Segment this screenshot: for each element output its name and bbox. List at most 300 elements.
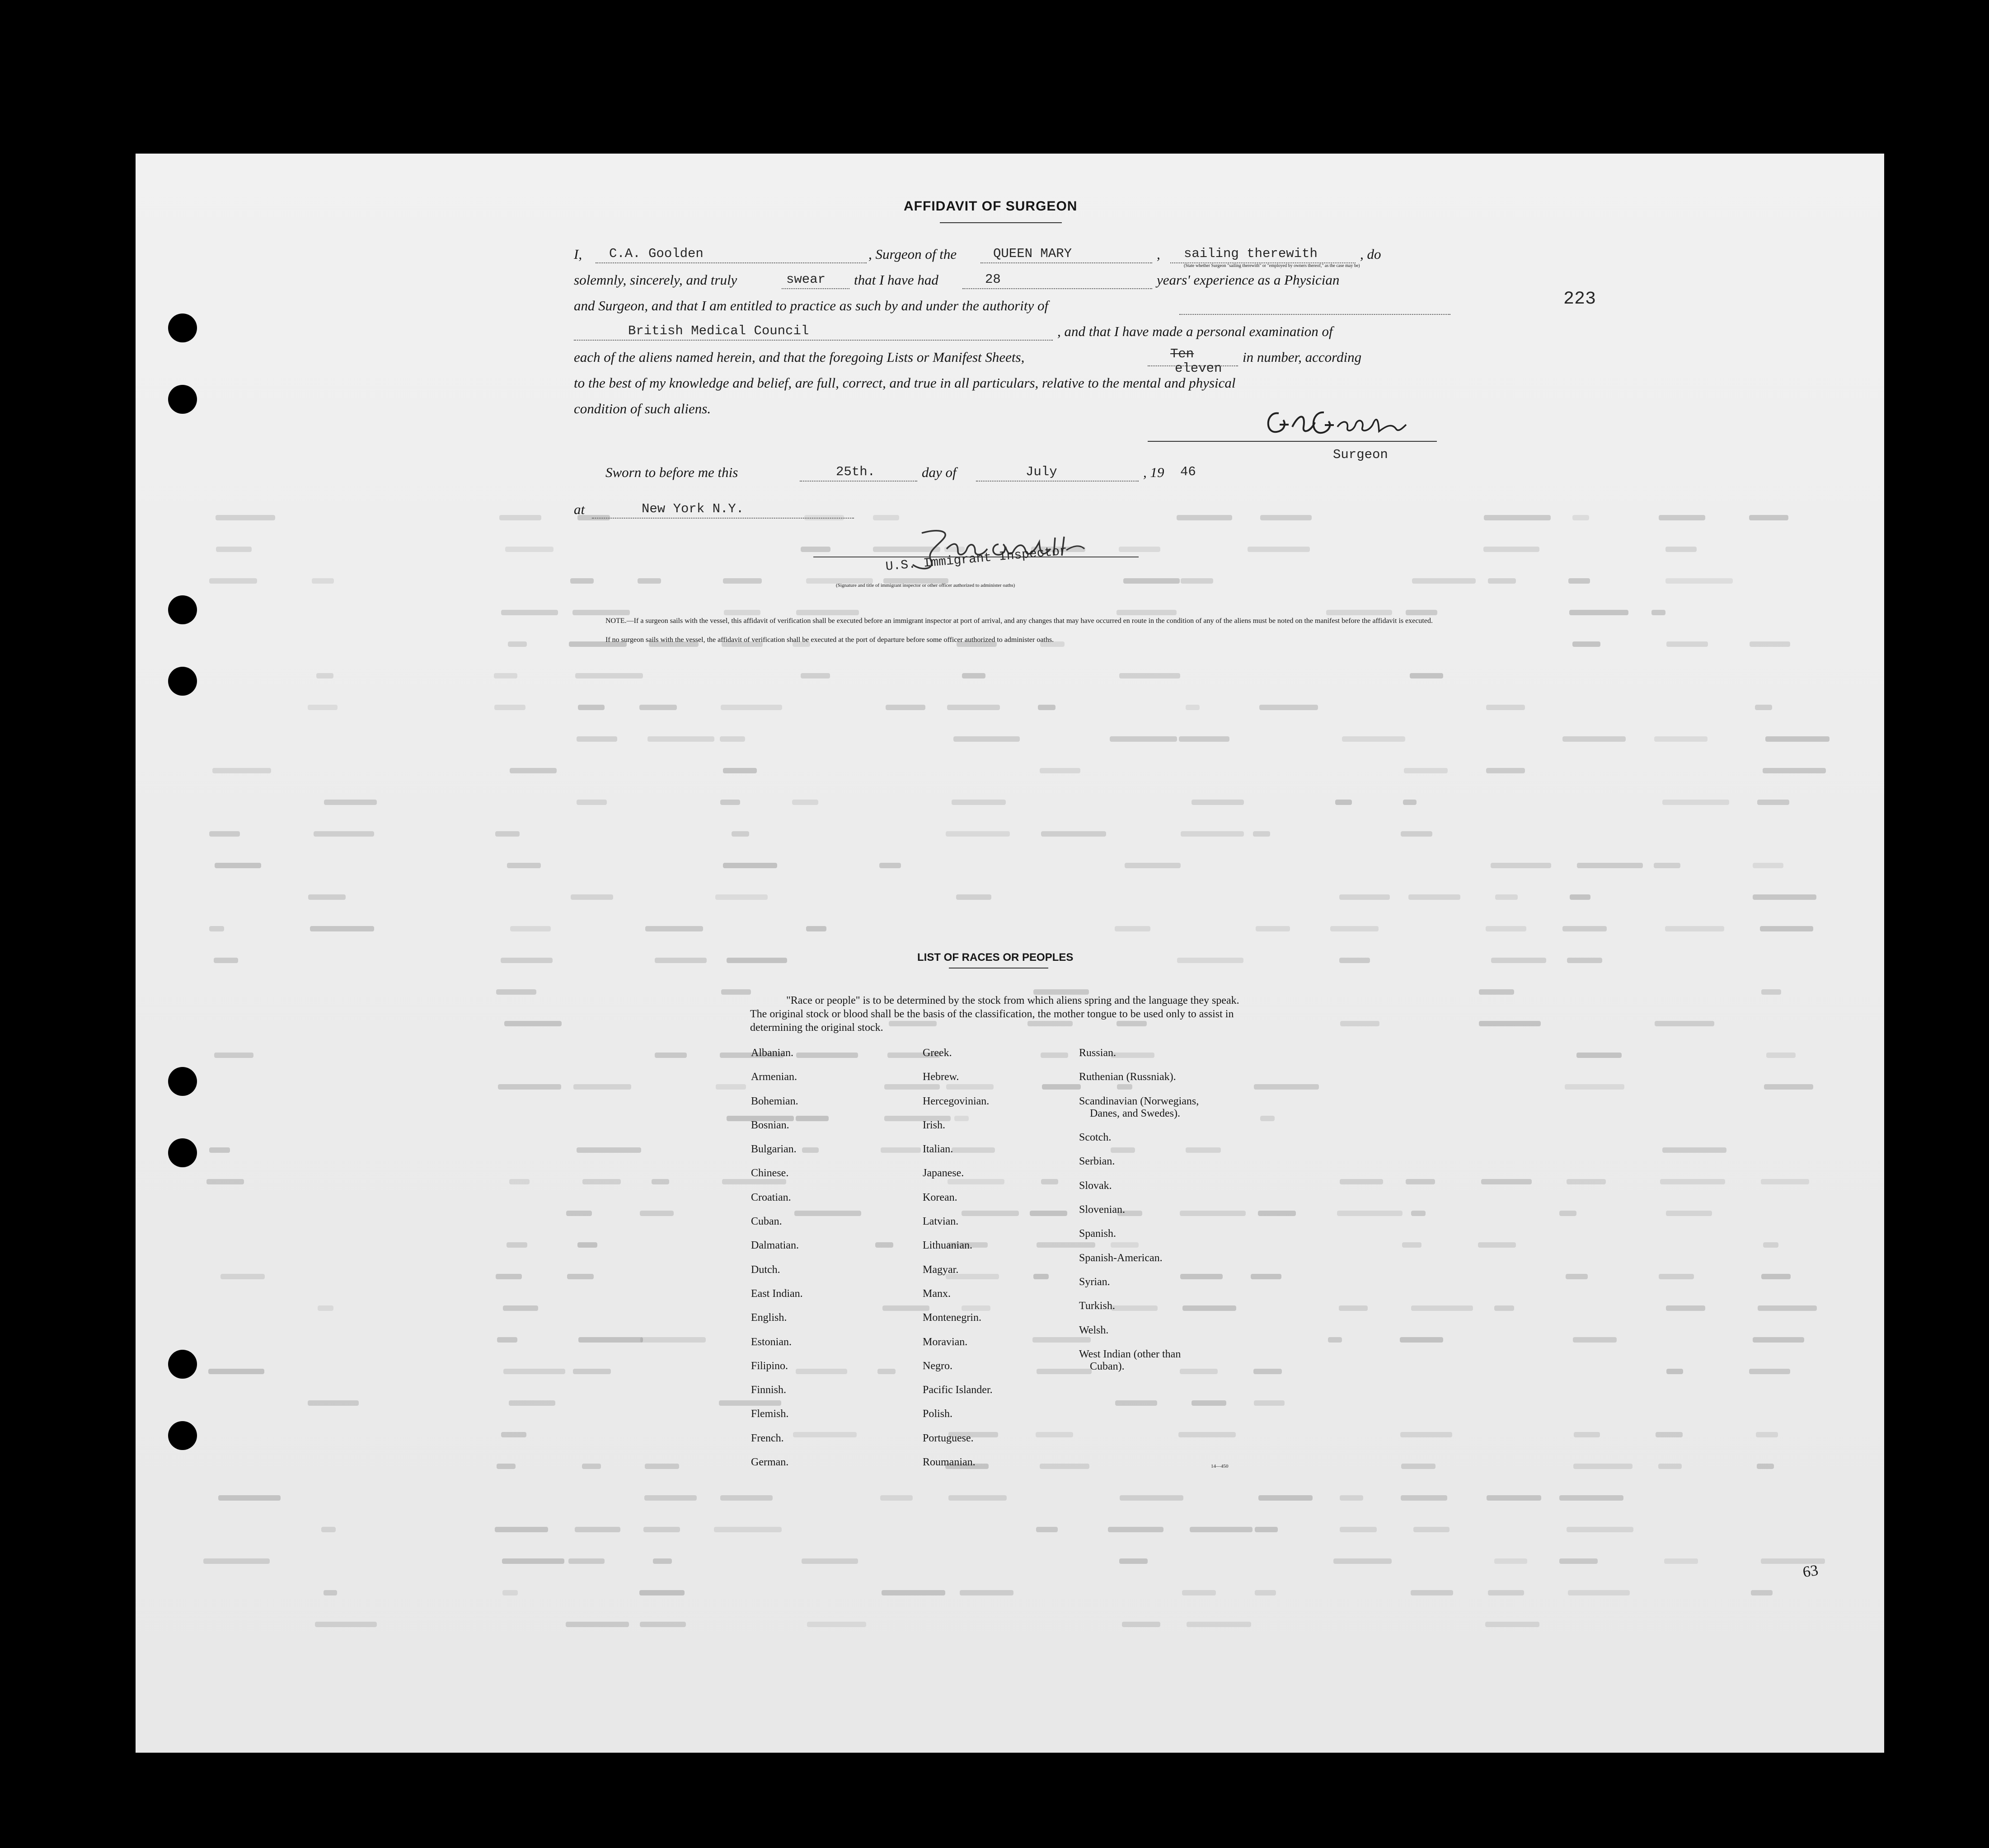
- ghost-mark: [566, 1211, 591, 1216]
- ghost-mark: [886, 705, 925, 710]
- ghost-mark: [1125, 863, 1181, 868]
- ghost-mark: [1664, 1558, 1698, 1564]
- race-item: Montenegrin.: [923, 1312, 981, 1324]
- ghost-mark: [1494, 1305, 1514, 1311]
- sworn-month-field: [976, 464, 1139, 482]
- ghost-mark: [1413, 1527, 1450, 1532]
- race-item: French.: [751, 1432, 784, 1444]
- ghost-mark: [1763, 768, 1826, 773]
- ghost-mark: [723, 863, 777, 868]
- ghost-mark: [1190, 1527, 1253, 1532]
- ghost-mark: [1255, 1527, 1278, 1532]
- text-nineteen: , 19: [1143, 464, 1164, 480]
- ghost-mark: [1568, 578, 1590, 584]
- ghost-mark: [721, 705, 782, 710]
- ghost-mark: [1260, 1116, 1275, 1121]
- ghost-mark: [1339, 894, 1390, 900]
- race-item: Korean.: [923, 1191, 957, 1203]
- race-item: Cuban.: [751, 1216, 782, 1228]
- ghost-mark: [1036, 1527, 1058, 1532]
- ghost-mark: [318, 1305, 333, 1311]
- ghost-mark: [645, 926, 703, 931]
- ghost-mark: [1041, 831, 1106, 837]
- years-experience: 28: [985, 272, 1001, 287]
- race-item: Syrian.: [1079, 1276, 1110, 1288]
- ghost-mark: [1479, 1021, 1541, 1026]
- ghost-mark: [1119, 1558, 1148, 1564]
- ghost-mark: [721, 989, 751, 995]
- ghost-mark: [206, 1179, 244, 1184]
- ghost-mark: [1119, 673, 1180, 678]
- ghost-mark: [1766, 1053, 1796, 1058]
- ghost-mark: [1658, 1464, 1682, 1469]
- ghost-mark: [1651, 610, 1666, 615]
- ghost-mark: [1750, 641, 1790, 647]
- title-underline: [940, 222, 1062, 223]
- ghost-mark: [310, 926, 374, 931]
- ghost-mark: [1567, 958, 1602, 963]
- ghost-mark: [573, 1369, 611, 1374]
- ghost-mark: [214, 958, 239, 963]
- ghost-mark: [1662, 800, 1729, 805]
- ghost-mark: [209, 578, 257, 584]
- affidavit-note: NOTE.—If a surgeon sails with the vessel, this affidavit of verification shall be executed before an immigrant inspector at port of arrival, and any changes that may have occurred en route in the condition of any of the aliens must be noted on the manifest before the affidavit is executed.: [605, 617, 1433, 625]
- ghost-mark: [1110, 736, 1177, 742]
- ghost-mark: [1761, 1179, 1809, 1184]
- ghost-mark: [501, 1432, 526, 1437]
- race-item: Italian.: [923, 1143, 953, 1156]
- ghost-mark: [1406, 1179, 1435, 1184]
- ghost-mark: [212, 768, 271, 773]
- affidavit-title: AFFIDAVIT OF SURGEON: [904, 199, 1078, 214]
- ghost-row: [203, 1590, 1866, 1598]
- ghost-mark: [215, 863, 261, 868]
- ghost-mark: [216, 515, 275, 520]
- years-field: [962, 272, 1152, 289]
- ghost-mark: [1559, 1211, 1577, 1216]
- ghost-mark: [1659, 1274, 1694, 1279]
- ghost-mark: [1749, 1369, 1790, 1374]
- affidavit-line-1: [574, 246, 1577, 271]
- race-item: Polish.: [923, 1408, 953, 1420]
- ghost-mark: [1666, 641, 1708, 647]
- ghost-mark: [1339, 1305, 1368, 1311]
- ghost-mark: [220, 1274, 265, 1279]
- ghost-mark: [1566, 1274, 1588, 1279]
- race-item: Moravian.: [923, 1336, 968, 1348]
- ghost-mark: [1248, 547, 1309, 552]
- ghost-mark: [715, 894, 767, 900]
- ghost-mark: [1326, 610, 1392, 615]
- text-surgeon-of: , Surgeon of the: [868, 246, 957, 262]
- ghost-row: [203, 673, 1866, 681]
- ghost-mark: [1764, 1084, 1813, 1090]
- races-column-1: [751, 1047, 923, 1480]
- ghost-mark: [312, 578, 334, 584]
- race-item: Bosnian.: [751, 1119, 789, 1131]
- text-comma: ,: [1157, 246, 1160, 262]
- surgeon-signature: [1261, 400, 1410, 443]
- ghost-mark: [1412, 578, 1476, 584]
- oath-word: swear: [786, 272, 826, 287]
- text-authority: and Surgeon, and that I am entitled to practice as such by and under the authority of: [574, 298, 1049, 313]
- ghost-mark: [496, 1274, 522, 1279]
- ghost-row: [203, 831, 1866, 839]
- ghost-mark: [1408, 894, 1460, 900]
- ghost-mark: [1120, 1495, 1183, 1501]
- affidavit-line-4: [574, 323, 1577, 349]
- ghost-mark: [1400, 1432, 1452, 1437]
- race-item: Bulgarian.: [751, 1143, 797, 1156]
- race-item: East Indian.: [751, 1287, 803, 1300]
- ghost-mark: [1757, 800, 1789, 805]
- ghost-mark: [1181, 831, 1244, 837]
- ghost-row: [203, 863, 1866, 871]
- ghost-mark: [724, 610, 761, 615]
- races-intro: "Race or people" is to be determined by the stock from which aliens spring and the language they speak. The original stock or blood shall be the basis of the classification, the mother tongue to be used only to assist in determining the original stock.: [750, 995, 1239, 1034]
- ghost-mark: [655, 958, 706, 963]
- ghost-mark: [1403, 800, 1417, 805]
- race-item: Serbian.: [1079, 1156, 1115, 1168]
- affidavit-line-5: [574, 346, 1577, 376]
- ghost-mark: [316, 673, 333, 678]
- ghost-mark: [801, 547, 830, 552]
- ghost-mark: [1401, 1464, 1435, 1469]
- sworn-year: 46: [1180, 464, 1196, 479]
- ghost-mark: [575, 1527, 620, 1532]
- ghost-mark: [507, 863, 541, 868]
- ghost-mark: [1115, 926, 1150, 931]
- races-column-2: [923, 1047, 1094, 1480]
- punch-hole: [168, 1067, 197, 1096]
- ghost-mark: [1181, 578, 1213, 584]
- text-each-alien: each of the aliens named herein, and that the foregoing Lists or Manifest Sheets,: [574, 349, 1025, 365]
- ghost-mark: [1483, 547, 1540, 552]
- ghost-mark: [577, 736, 618, 742]
- race-item: Spanish-American.: [1079, 1252, 1163, 1264]
- ghost-mark: [1186, 705, 1200, 710]
- ghost-mark: [639, 705, 677, 710]
- ghost-mark: [720, 800, 740, 805]
- ghost-mark: [1763, 1242, 1779, 1248]
- race-item: Japanese.: [923, 1167, 964, 1179]
- race-item: Welsh.: [1079, 1324, 1109, 1336]
- ghost-mark: [1665, 547, 1697, 552]
- ghost-mark: [503, 1305, 538, 1311]
- ghost-mark: [1487, 1495, 1541, 1501]
- race-item: Roumanian.: [923, 1456, 976, 1469]
- ghost-mark: [645, 1464, 679, 1469]
- affidavit-line-7: [574, 401, 1577, 426]
- ghost-mark: [714, 1527, 781, 1532]
- race-item: Chinese.: [751, 1167, 789, 1179]
- ghost-mark: [308, 705, 337, 710]
- ghost-mark: [321, 1527, 336, 1532]
- ghost-mark: [1666, 1369, 1683, 1374]
- ghost-mark: [807, 1622, 866, 1627]
- ghost-mark: [1753, 863, 1783, 868]
- ghost-row: [203, 800, 1866, 808]
- ghost-mark: [1178, 1432, 1236, 1437]
- ghost-mark: [638, 578, 661, 584]
- punch-hole: [168, 313, 197, 342]
- race-item: Lithuanian.: [923, 1240, 972, 1252]
- ghost-row: [203, 1527, 1866, 1535]
- ghost-mark: [497, 1464, 516, 1469]
- surgeon-caption: Surgeon: [1333, 447, 1388, 462]
- sworn-line: [605, 464, 1609, 490]
- ghost-mark: [1404, 768, 1448, 773]
- ghost-mark: [1488, 578, 1516, 584]
- ghost-mark: [308, 1400, 359, 1406]
- ghost-row: [203, 768, 1866, 776]
- authority-name: British Medical Council: [628, 323, 809, 338]
- ghost-mark: [1559, 1558, 1598, 1564]
- ghost-mark: [568, 1558, 605, 1564]
- sworn-day: 25th.: [836, 464, 876, 479]
- ghost-mark: [1254, 1084, 1319, 1090]
- race-item: German.: [751, 1456, 789, 1469]
- ghost-mark: [655, 1053, 687, 1058]
- sheets-count-field: [1148, 346, 1238, 376]
- ghost-mark: [960, 1590, 1014, 1595]
- races-column-3: [1079, 1047, 1251, 1385]
- ghost-row: [203, 1495, 1866, 1503]
- ghost-mark: [962, 673, 985, 678]
- race-item: Armenian.: [751, 1071, 797, 1083]
- race-item: Dutch.: [751, 1263, 780, 1276]
- ghost-mark: [1340, 1527, 1377, 1532]
- ghost-mark: [1659, 515, 1705, 520]
- ghost-mark: [652, 1179, 669, 1184]
- race-item: Cuban).: [1090, 1361, 1125, 1373]
- ghost-mark: [209, 1147, 230, 1153]
- manifest-page: [136, 154, 1884, 1753]
- race-item: Turkish.: [1079, 1300, 1115, 1312]
- ghost-mark: [802, 1558, 858, 1564]
- ghost-mark: [504, 1021, 562, 1026]
- ghost-mark: [643, 1527, 680, 1532]
- ghost-mark: [1761, 989, 1781, 995]
- ghost-mark: [1040, 768, 1080, 773]
- text-solemnly: solemnly, sincerely, and truly: [574, 272, 737, 288]
- race-item: Irish.: [923, 1119, 945, 1131]
- text-do: , do: [1360, 246, 1381, 262]
- ghost-row: [203, 1558, 1866, 1567]
- ghost-mark: [1253, 1369, 1281, 1374]
- race-item: Pacific Islander.: [923, 1384, 993, 1396]
- ghost-mark: [796, 610, 859, 615]
- ghost-mark: [1401, 1495, 1447, 1501]
- ghost-mark: [732, 831, 749, 837]
- ghost-mark: [509, 1179, 530, 1184]
- ghost-mark: [577, 1147, 641, 1153]
- ghost-mark: [577, 800, 607, 805]
- affidavit-line-2: [574, 272, 1577, 297]
- ghost-mark: [570, 578, 594, 584]
- ghost-mark: [1330, 926, 1379, 931]
- ghost-mark: [216, 547, 251, 552]
- ghost-mark: [1573, 1337, 1616, 1343]
- text-day-of: day of: [922, 464, 957, 480]
- ghost-mark: [1411, 1590, 1453, 1595]
- ghost-mark: [1481, 1179, 1532, 1184]
- sworn-month: July: [1026, 464, 1057, 479]
- race-item: Finnish.: [751, 1384, 787, 1396]
- ghost-mark: [1254, 1400, 1285, 1406]
- ghost-mark: [1411, 1305, 1473, 1311]
- punch-hole: [168, 667, 197, 696]
- ghost-mark: [1485, 1622, 1539, 1627]
- ghost-mark: [1478, 1242, 1516, 1248]
- ghost-mark: [1749, 515, 1788, 520]
- race-item: Flemish.: [751, 1408, 789, 1420]
- ghost-mark: [203, 1558, 270, 1564]
- ghost-mark: [1339, 958, 1370, 963]
- ghost-mark: [1182, 1590, 1216, 1595]
- race-item: Magyar.: [923, 1263, 959, 1276]
- ghost-mark: [314, 831, 375, 837]
- race-item: Latvian.: [923, 1216, 959, 1228]
- text-condition: condition of such aliens.: [574, 401, 711, 416]
- ghost-mark: [1340, 1495, 1363, 1501]
- ghost-mark: [1753, 1337, 1804, 1343]
- race-item: Negro.: [923, 1360, 952, 1372]
- ghost-mark: [1192, 800, 1244, 805]
- ghost-mark: [1562, 736, 1626, 742]
- ghost-mark: [208, 1369, 264, 1374]
- ghost-mark: [578, 705, 605, 710]
- ghost-mark: [308, 894, 346, 900]
- ghost-mark: [209, 831, 240, 837]
- ghost-mark: [948, 1495, 1007, 1501]
- ghost-mark: [1340, 1179, 1383, 1184]
- ghost-mark: [1122, 1622, 1160, 1627]
- text-in-number: in number, according: [1243, 349, 1362, 365]
- ghost-mark: [315, 1622, 377, 1627]
- authority-field: [574, 323, 1053, 341]
- ghost-mark: [1253, 831, 1270, 837]
- ghost-mark: [1570, 894, 1590, 900]
- punch-hole: [168, 385, 197, 414]
- ghost-row: [203, 926, 1866, 934]
- ghost-mark: [1192, 1400, 1226, 1406]
- ghost-mark: [503, 1369, 565, 1374]
- ghost-mark: [1411, 1211, 1425, 1216]
- ghost-mark: [946, 831, 1010, 837]
- ship-name: QUEEN MARY: [993, 246, 1072, 261]
- ghost-mark: [1562, 926, 1607, 931]
- ghost-mark: [494, 673, 517, 678]
- ghost-mark: [1576, 1053, 1622, 1058]
- race-item: West Indian (other than: [1079, 1348, 1181, 1360]
- ghost-mark: [1574, 1432, 1600, 1437]
- ghost-mark: [1116, 610, 1176, 615]
- punch-hole: [168, 1421, 197, 1450]
- affidavit-line-6: [574, 375, 1577, 400]
- ghost-mark: [214, 1053, 254, 1058]
- race-item: Bohemian.: [751, 1095, 798, 1107]
- race-item: Russian.: [1079, 1047, 1116, 1059]
- ghost-mark: [1494, 1558, 1527, 1564]
- ghost-mark: [501, 610, 558, 615]
- ghost-mark: [1757, 1464, 1774, 1469]
- oath-field: [782, 272, 849, 289]
- ghost-mark: [1656, 1432, 1682, 1437]
- ghost-mark: [1567, 1527, 1633, 1532]
- race-item: Hercegovinian.: [923, 1095, 990, 1107]
- sheets-count-struck: Ten: [1170, 346, 1194, 361]
- ghost-mark: [653, 1558, 672, 1564]
- races-title: LIST OF RACES OR PEOPLES: [917, 951, 1074, 964]
- ghost-mark: [1115, 1400, 1157, 1406]
- ghost-mark: [640, 1211, 674, 1216]
- punch-hole: [168, 1138, 197, 1167]
- sailing-status-field: [1170, 246, 1356, 263]
- ghost-mark: [1760, 926, 1813, 931]
- ghost-mark: [1758, 1305, 1817, 1311]
- ghost-row: [203, 1622, 1866, 1630]
- ghost-mark: [209, 926, 224, 931]
- ghost-mark: [502, 1558, 564, 1564]
- ghost-mark: [1495, 894, 1518, 900]
- ghost-mark: [1342, 736, 1405, 742]
- surgeon-name-field: [596, 246, 867, 263]
- ghost-mark: [1654, 736, 1708, 742]
- ghost-mark: [1559, 1495, 1623, 1501]
- ship-field: [980, 246, 1152, 263]
- punch-hole: [168, 595, 197, 624]
- ghost-mark: [1573, 1464, 1632, 1469]
- race-item: Portuguese.: [923, 1432, 974, 1444]
- sworn-day-field: [800, 464, 917, 482]
- ghost-mark: [952, 800, 1006, 805]
- ghost-mark: [644, 1495, 697, 1501]
- ghost-mark: [727, 958, 788, 963]
- ghost-mark: [1565, 1084, 1624, 1090]
- signature-line: [1148, 441, 1437, 442]
- race-item: Ruthenian (Russniak).: [1079, 1071, 1176, 1083]
- ghost-mark: [505, 547, 554, 552]
- ghost-mark: [1401, 831, 1432, 837]
- ghost-mark: [716, 1084, 746, 1090]
- race-item: Estonian.: [751, 1336, 792, 1348]
- text-at: at: [574, 501, 585, 517]
- sailing-status: sailing therewith: [1184, 246, 1318, 261]
- ghost-mark: [1655, 1021, 1714, 1026]
- race-item: English.: [751, 1312, 787, 1324]
- ghost-mark: [956, 894, 992, 900]
- race-item: Albanian.: [751, 1047, 793, 1059]
- ghost-mark: [1406, 610, 1438, 615]
- ghost-mark: [792, 800, 818, 805]
- place-field: [592, 501, 854, 519]
- ghost-mark: [1328, 1337, 1342, 1343]
- race-item: Filipino.: [751, 1360, 788, 1372]
- race-item: Greek.: [923, 1047, 952, 1059]
- ghost-mark: [1666, 1211, 1712, 1216]
- ghost-mark: [494, 705, 526, 710]
- race-item: Manx.: [923, 1287, 951, 1300]
- ghost-mark: [647, 736, 714, 742]
- ghost-mark: [218, 1495, 281, 1501]
- ghost-mark: [1751, 1590, 1773, 1595]
- authority-blank: [1179, 298, 1450, 315]
- page-number: 223: [1563, 289, 1596, 309]
- text-sworn: Sworn to before me this: [605, 464, 738, 480]
- text-personal-examination: , and that I have made a personal examination of: [1057, 323, 1333, 339]
- race-item: Croatian.: [751, 1191, 791, 1203]
